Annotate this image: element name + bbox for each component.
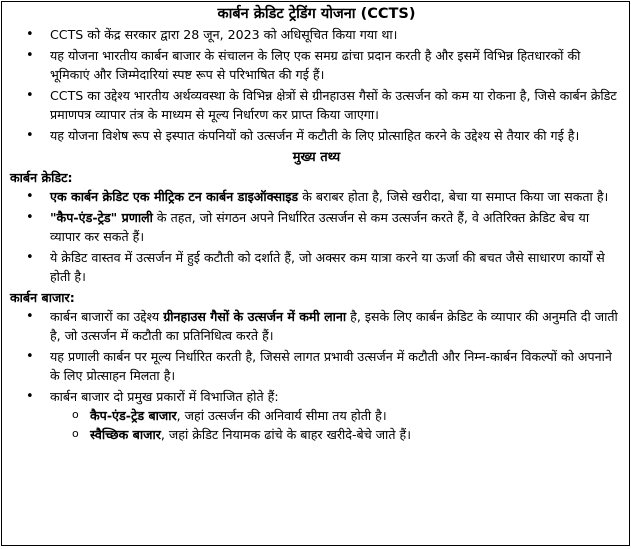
item-text: , जहां क्रेडिट नियामक ढांचे के बाहर खरीदे-बेचे जाते हैं।: [160, 427, 411, 442]
intro-item: [10, 126, 623, 145]
item-text: के बराबर होता है, जिसे खरीदा, बेचा या समाप्त किया जा सकता है।: [298, 189, 609, 204]
carbon-credit-list: [10, 187, 623, 286]
page-title: कार्बन क्रेडिट ट्रेडिंग योजना (CCTS): [217, 6, 416, 22]
list-item: [10, 248, 623, 286]
document-page: [1, 1, 630, 546]
intro-item-text: CCTS को केंद्र सरकार द्वारा 28 जून, 2023 को अधिसूचित किया गया था।: [50, 27, 398, 42]
sub-list-item: [50, 406, 623, 425]
emphasis-text: एक कार्बन क्रेडिट एक मीट्रिक टन कार्बन डाइऑक्साइड: [50, 189, 299, 204]
market-types-list: [50, 406, 623, 444]
carbon-market-list: [10, 307, 623, 444]
list-item: [10, 307, 623, 345]
emphasis-text: स्वैच्छिक बाजार: [90, 427, 161, 442]
list-item: [10, 387, 623, 444]
emphasis-text: ग्रीनहाउस गैसों के उत्सर्जन में कमी लाना: [163, 309, 347, 324]
intro-item-text: यह योजना विशेष रूप से इस्पात कंपनियों को उत्सर्जन में कटौती के लिए प्रोत्साहित करने के उद्देश्य से तैयार की गई है।: [50, 128, 580, 143]
item-text: ये क्रेडिट वास्तव में उत्सर्जन में हुई कटौती को दर्शाते हैं, जो अक्सर कम यात्रा करने या ऊर्जा की बचत जैसे साधारण कार्यों से होती है।: [50, 250, 605, 284]
facts-heading: मुख्य तथ्य: [292, 150, 341, 165]
section-heading-carbon-credit: कार्बन क्रेडिट:: [10, 170, 73, 185]
item-text: के तहत, जो संगठन अपने निर्धारित उत्सर्जन से कम उत्सर्जन करते हैं, वे अतिरिक्त क्रेडिट बेच या व्यापार कर सकते हैं।: [50, 210, 590, 244]
list-item: [10, 208, 623, 246]
intro-list: [10, 25, 623, 145]
list-item: [10, 347, 623, 385]
emphasis-text: कैप-एंड-ट्रेड बाजार: [90, 408, 177, 423]
intro-item: [10, 46, 623, 84]
intro-item-text: यह योजना भारतीय कार्बन बाजार के संचालन के लिए एक समग्र ढांचा प्रदान करती है और इसमें विभिन्न हितधारकों की भूमिकाएं और जिम्मेदारियां स्पष्ट रूप से परिभाषित की गई हैं।: [50, 48, 581, 82]
item-text: कार्बन बाजार दो प्रमुख प्रकारों में विभाजित होते हैं:: [50, 389, 279, 404]
intro-item-text: CCTS का उद्देश्य भारतीय अर्थव्यवस्था के विभिन्न क्षेत्रों से ग्रीनहाउस गैसों के उत्सर्जन को कम या रोकना है, जिसे कार्बन क्रेडिट प्रमाणपत्र व्यापार तंत्र के माध्यम से मूल्य निर्धारण कर प्राप्त किया जाएगा।: [50, 88, 617, 122]
section-heading-carbon-market: कार्बन बाजार:: [10, 290, 75, 305]
item-text: है, इसके लिए कार्बन क्रेडिट के व्यापार की अनुमति दी जाती है, जो उत्सर्जन में कटौती का प्रतिनिधित्व करते हैं।: [50, 309, 618, 343]
intro-item: [10, 86, 623, 124]
intro-item: [10, 25, 623, 44]
emphasis-text: "कैप-एंड-ट्रेड" प्रणाली: [50, 210, 153, 225]
item-text: , जहां उत्सर्जन की अनिवार्य सीमा तय होती है।: [176, 408, 387, 423]
item-text: यह प्रणाली कार्बन पर मूल्य निर्धारित करती है, जिससे लागत प्रभावी उत्सर्जन में कटौती और निम्न-कार्बन विकल्पों को अपनाने के लिए प्रोत्साहन मिलता है।: [50, 349, 612, 383]
sub-list-item: [50, 425, 623, 444]
list-item: [10, 187, 623, 206]
item-text: कार्बन बाजारों का उद्देश्य: [50, 309, 164, 324]
